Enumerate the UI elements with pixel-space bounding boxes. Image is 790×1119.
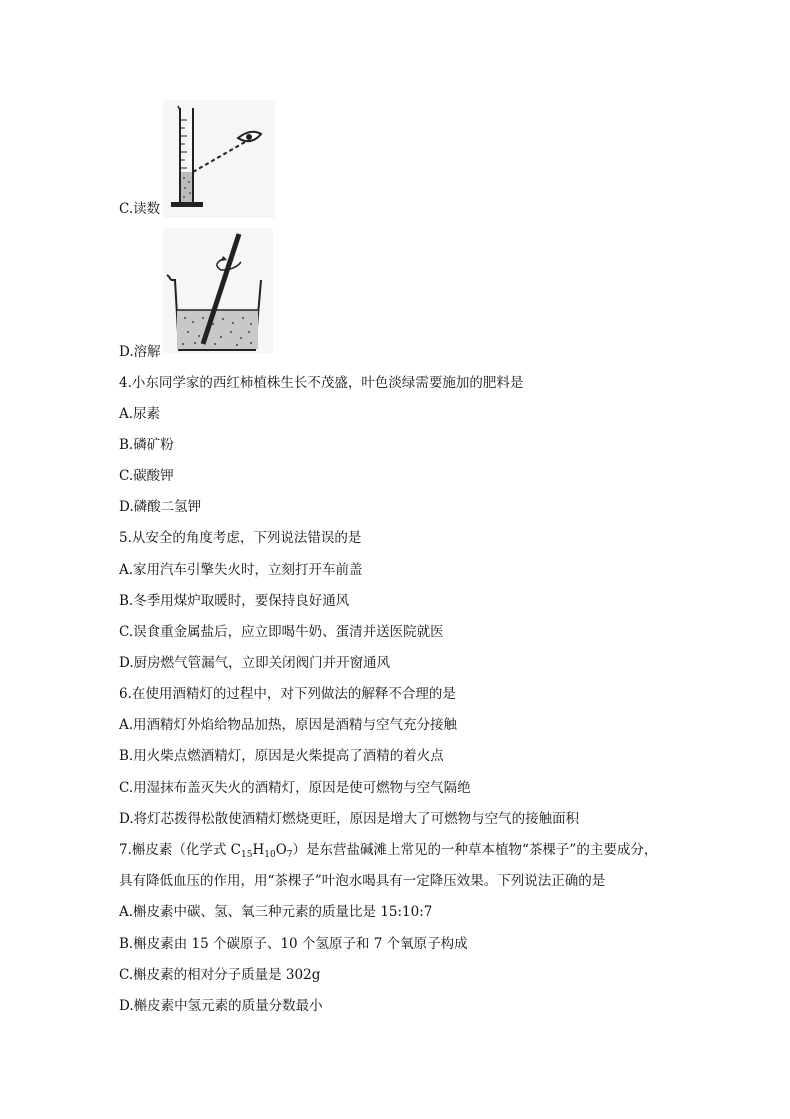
q4-option-c: C.碳酸钾 [119, 468, 174, 484]
q7-stem-line2: 具有降低血压的作用，用“茶棵子”叶泡水喝具有一定降压效果。下列说法正确的是 [119, 873, 606, 889]
formula-h-sub: 10 [264, 850, 276, 860]
graduated-cylinder-figure [163, 100, 275, 218]
q5-option-b: B.冬季用煤炉取暖时，要保持良好通风 [119, 593, 350, 609]
formula-o-sub: 7 [286, 850, 293, 860]
q6-option-a: A.用酒精灯外焰给物品加热，原因是酒精与空气充分接触 [119, 717, 458, 733]
q7-option-a: A.槲皮素中碳、氢、氧三种元素的质量比是 15:10:7 [119, 904, 433, 920]
formula-c: C [230, 842, 242, 858]
formula-o: O [275, 842, 287, 858]
q3-option-c: C.读数 [119, 201, 161, 217]
q4-option-a: A.尿素 [119, 406, 161, 422]
q4-option-d: D.磷酸二氢钾 [119, 499, 202, 515]
formula-h: H [252, 842, 265, 858]
beaker-dissolving-figure [163, 228, 273, 353]
q5-option-a: A.家用汽车引擎失火时，立刻打开车前盖 [119, 562, 363, 578]
q6-option-c: C.用湿抹布盖灭失火的酒精灯，原因是使可燃物与空气隔绝 [119, 780, 471, 796]
q5-option-c: C.误食重金属盐后，应立即喝牛奶、蛋清并送医院就医 [119, 624, 444, 640]
q5-option-d: D.厨房燃气管漏气，立即关闭阀门并开窗通风 [119, 655, 391, 671]
q4-option-b: B.磷矿粉 [119, 437, 174, 453]
q5-stem: 5.从安全的角度考虑，下列说法错误的是 [119, 530, 362, 546]
q7-option-c: C.槲皮素的相对分子质量是 302g [119, 967, 321, 983]
q7-stem-line1 [119, 842, 657, 858]
q7-option-b: B.槲皮素由 15 个碳原子、10 个氢原子和 7 个氧原子构成 [119, 936, 468, 952]
q7-stem-part2: ）是东营盐碱滩上常见的一种草本植物“茶棵子”的主要成分， [292, 842, 658, 858]
q7-option-d: D.槲皮素中氢元素的质量分数最小 [119, 998, 323, 1014]
q6-option-d: D.将灯芯拨得松散使酒精灯燃烧更旺，原因是增大了可燃物与空气的接触面积 [119, 811, 580, 827]
q6-option-b: B.用火柴点燃酒精灯，原因是火柴提高了酒精的着火点 [119, 748, 444, 764]
q6-stem: 6.在使用酒精灯的过程中，对下列做法的解释不合理的是 [119, 686, 456, 702]
q4-stem: 4.小东同学家的西红柿植株生长不茂盛，叶色淡绿需要施加的肥料是 [119, 375, 524, 391]
formula-c-sub: 15 [241, 850, 253, 860]
q7-stem-part1: 7.槲皮素（化学式 [119, 842, 231, 858]
chemical-formula [231, 842, 293, 858]
q3-option-d: D.溶解 [119, 344, 161, 360]
